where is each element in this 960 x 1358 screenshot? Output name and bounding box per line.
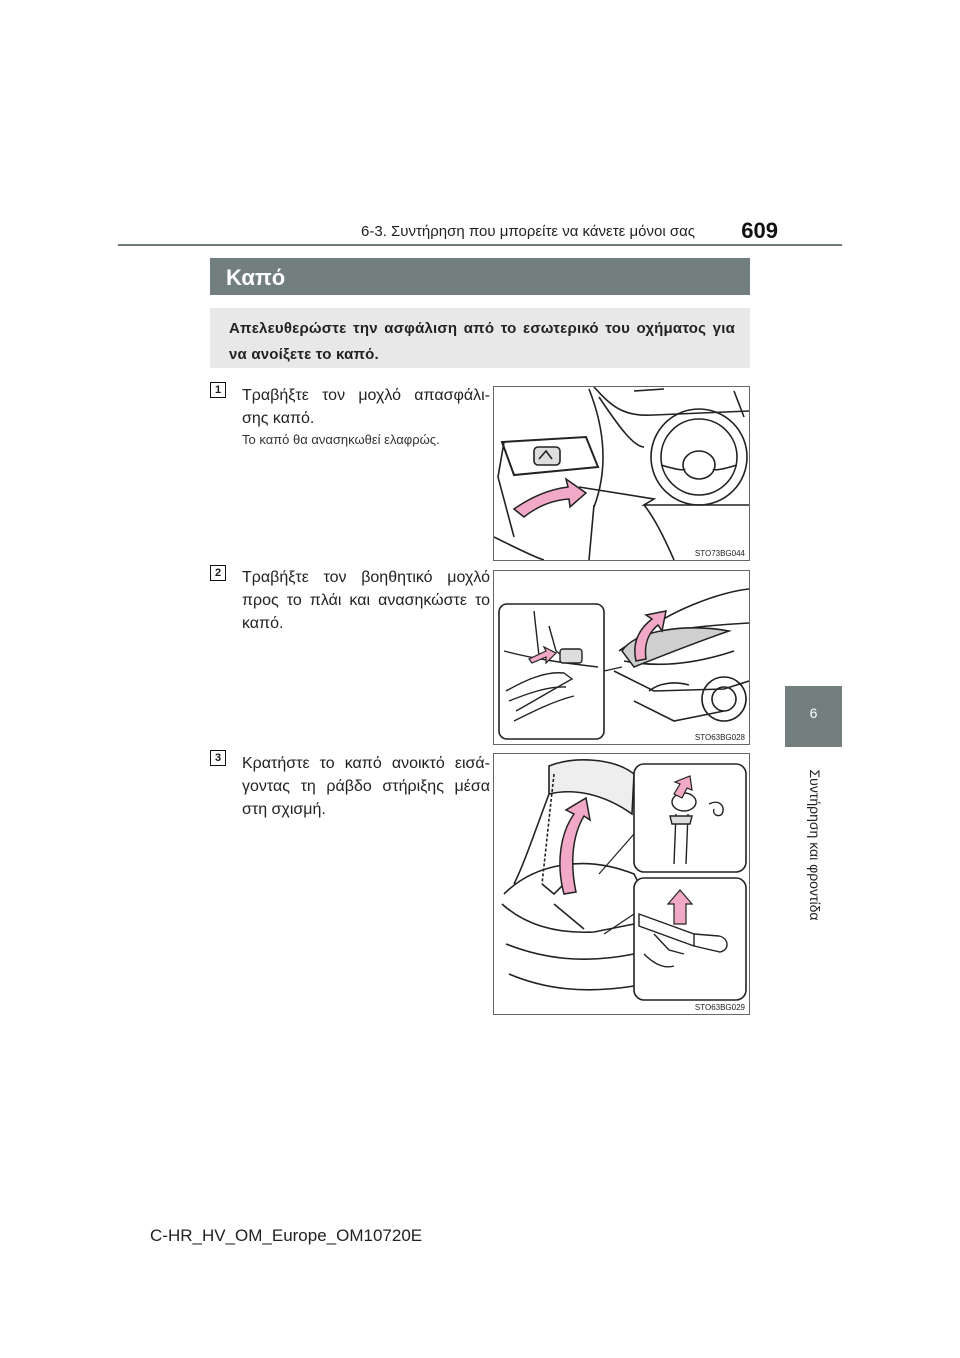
figure-code: STO63BG028: [694, 733, 745, 742]
chapter-label: Συντήρηση και φροντίδα: [807, 769, 823, 921]
header-rule: [118, 244, 842, 246]
section-title-bar: [210, 258, 750, 295]
step-text-1: Τραβήξτε τον μοχλό απασφάλι-σης καπό.: [242, 387, 490, 427]
running-header-section: 6-3. Συντήρηση που μπορείτε να κάνετε μόνοι σας: [361, 223, 695, 240]
chapter-number: 6: [809, 705, 818, 721]
figure-hood-release-lever: [493, 386, 750, 561]
auxiliary-lever-illustration: [494, 571, 749, 744]
step-number-3: 3: [210, 750, 226, 766]
step-text-3: Κρατήστε το καπό ανοικτό εισά-γοντας τη ράβδο στήριξης μέσα στη σχισμή.: [242, 755, 490, 818]
footer-doc-code: C-HR_HV_OM_Europe_OM10720E: [150, 1226, 423, 1245]
intro-text: Απελευθερώστε την ασφάλιση από το εσωτερικό του οχήματος για να ανοίξετε το καπό.: [229, 320, 735, 363]
figure-auxiliary-lever: [493, 570, 750, 745]
figure-code: STO63BG029: [694, 1003, 745, 1012]
chapter-label-container: [775, 760, 855, 930]
pull-arrow-icon: [514, 479, 586, 517]
support-rod-illustration: [494, 754, 749, 1014]
section-title: Καπό: [226, 265, 286, 290]
page-number: 609: [741, 218, 778, 243]
figure-code: STO73BG044: [694, 549, 745, 558]
raise-hood-arrow-icon: [560, 798, 590, 894]
step-number-2: 2: [210, 565, 226, 581]
figure-support-rod: [493, 753, 750, 1015]
step-number-1: 1: [210, 382, 226, 398]
step-note-1: Το καπό θα ανασηκωθεί ελαφρώς.: [242, 432, 440, 447]
step-text-2: Τραβήξτε τον βοηθητικό μοχλό προς το πλάι και ανασηκώστε το καπό.: [242, 569, 490, 632]
hood-release-illustration: [494, 387, 749, 560]
